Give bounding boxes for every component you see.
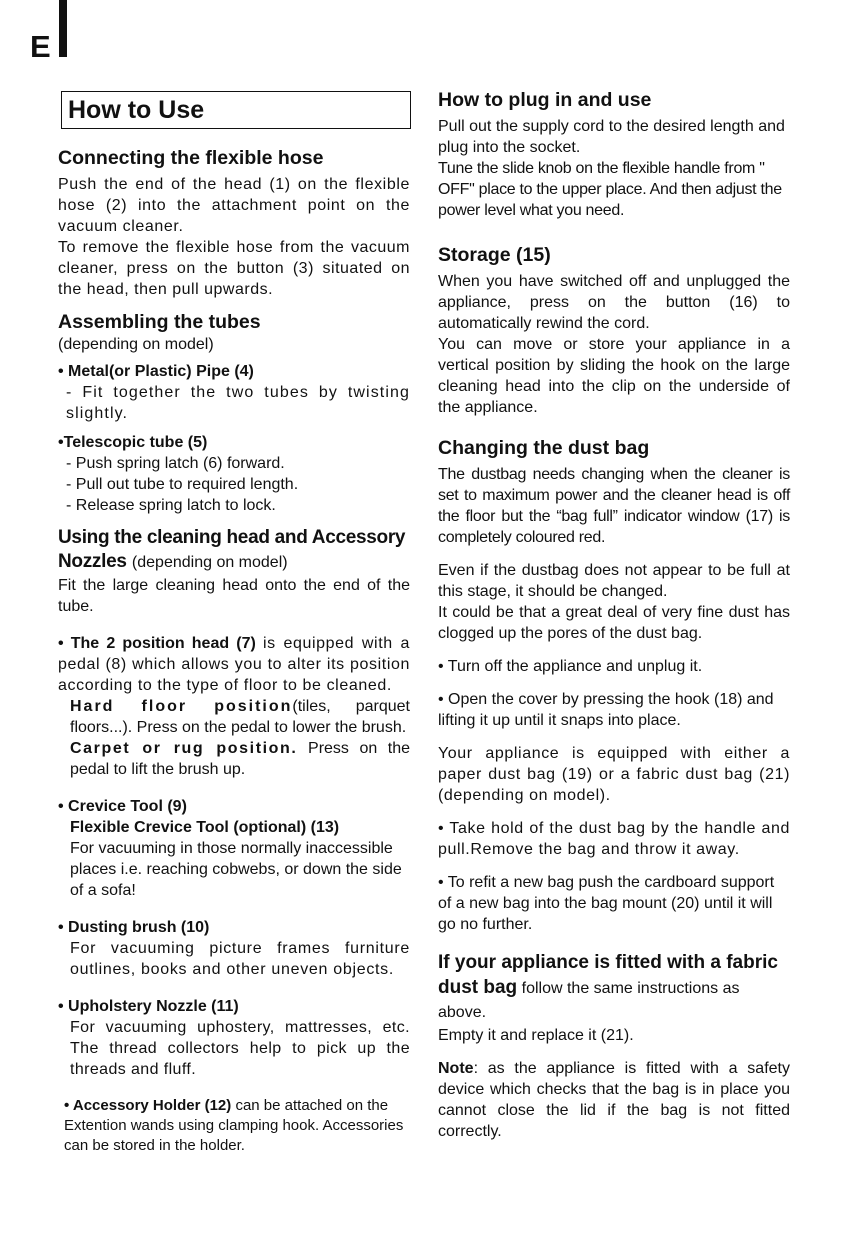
bag-bullet-2: • Open the cover by pressing the hook (18) and lifting it up until it snaps into place. — [438, 691, 774, 729]
upholstery-text: For vacuuming uphostery, mattresses, etc. The thread collectors help to pick up the threads and fluff. — [70, 1019, 410, 1078]
storage-text-2: You can move or store your appliance in a vertical position by sliding the hook on the large cleaning head into the clip on the underside of the appliance. — [438, 336, 790, 416]
bag-text-1: The dustbag needs changing when the cleaner is set to maximum power and the cleaner head is off the floor but the “bag full” indicator window (17) is completely coloured red. — [438, 466, 790, 546]
dusting-brush-text: For vacuuming picture frames furniture outlines, books and other uneven objects. — [70, 940, 410, 978]
hard-floor-text: (tiles, parquet floors...). Press on the pedal to lower the brush. — [70, 698, 410, 736]
storage-text-1: When you have switched off and unplugged the appliance, press on the button (16) to automatically rewind the cord. — [438, 273, 790, 332]
hard-floor-label: Hard floor position — [70, 698, 293, 715]
left-column — [58, 146, 410, 1156]
position-head-label: • The 2 position head (7) — [58, 635, 256, 652]
hose-heading: Connecting the flexible hose — [58, 147, 324, 169]
hard-floor-item — [58, 696, 410, 738]
dusting-brush-label: • Dusting brush (10) — [58, 919, 210, 936]
section-bag — [438, 436, 790, 1142]
note-item — [438, 1058, 790, 1142]
fabric-bag-text: follow the same instructions as above. — [438, 980, 740, 1021]
language-marker: E — [30, 29, 51, 64]
carpet-text: Press on the pedal to lift the brush up. — [70, 740, 410, 778]
page-title: How to Use — [61, 91, 411, 129]
fabric-bag-label: If your appliance is fitted with a fabric dust bag — [438, 952, 778, 998]
plug-heading: How to plug in and use — [438, 89, 652, 111]
bag-text-4: Your appliance is equipped with either a paper dust bag (19) or a fabric dust bag (21) (depending on model). — [438, 745, 790, 804]
accessory-holder-item — [58, 1096, 410, 1156]
bag-text-3: It could be that a great deal of very fine dust has clogged up the pores of the dust bag. — [438, 604, 790, 642]
head-intro: Fit the large cleaning head onto the end of the tube. — [58, 577, 410, 615]
head-heading-suffix: (depending on model) — [131, 554, 288, 571]
metal-pipe-text: - Fit together the two tubes by twisting slightly. — [66, 384, 410, 422]
hose-text-2: To remove the flexible hose from the vacuum cleaner, press on the button (3) situated on the head, then pull upwards. — [58, 239, 410, 298]
crevice-label: • Crevice Tool (9) — [58, 798, 187, 815]
storage-heading: Storage (15) — [438, 244, 551, 266]
bag-bullet-3: • Take hold of the dust bag by the handle and pull.Remove the bag and throw it away. — [438, 820, 790, 858]
tubes-heading: Assembling the tubes — [58, 311, 261, 333]
right-column — [438, 88, 790, 1142]
position-head-text: is equipped with a pedal (8) which allows you to alter its position according to the type of floor to be cleaned. — [58, 635, 410, 694]
note-text: : as the appliance is fitted with a safety device which checks that the bag is in place you cannot close the lid if the bag is not fitted correctly. — [438, 1060, 790, 1140]
telescopic-step-1: - Push spring latch (6) forward. — [66, 455, 285, 472]
section-storage — [438, 243, 790, 418]
fabric-bag-item — [438, 951, 790, 1025]
bag-text-2: Even if the dustbag does not appear to be full at this stage, it should be changed. — [438, 562, 790, 600]
telescopic-step-3: - Release spring latch to lock. — [66, 497, 276, 514]
upholstery-label: • Upholstery Nozzle (11) — [58, 998, 239, 1015]
carpet-item — [58, 738, 410, 780]
flexible-crevice-label: Flexible Crevice Tool (optional) (13) — [70, 819, 340, 836]
head-heading: Using the cleaning head and Accessory Nozzles — [58, 527, 406, 572]
tubes-sub: (depending on model) — [58, 336, 214, 353]
empty-text: Empty it and replace it (21). — [438, 1027, 634, 1044]
hose-text-1: Push the end of the head (1) on the flexible hose (2) into the attachment point on the vacuum cleaner. — [58, 176, 410, 235]
section-tubes — [58, 310, 410, 516]
section-hose — [58, 146, 410, 300]
note-label: Note — [438, 1060, 474, 1077]
section-plug — [438, 88, 790, 221]
plug-text-2: Tune the slide knob on the flexible handle from " OFF" place to the upper place. And then adjust the power level what you need. — [438, 160, 782, 219]
telescopic-label: •Telescopic tube (5) — [58, 434, 208, 451]
position-head-item — [58, 633, 410, 696]
carpet-label: Carpet or rug position. — [70, 740, 298, 757]
accessory-holder-text: can be attached on the Extention wands using clamping hook. Accessories can be stored in the holder. — [64, 1097, 404, 1154]
plug-text-1: Pull out the supply cord to the desired length and plug into the socket. — [438, 118, 785, 156]
bag-bullet-4: • To refit a new bag push the cardboard support of a new bag into the bag mount (20) until it will go no further. — [438, 874, 775, 933]
bag-heading: Changing the dust bag — [438, 437, 650, 459]
bag-bullet-1: • Turn off the appliance and unplug it. — [438, 658, 703, 675]
crevice-text: For vacuuming in those normally inaccessible places i.e. reaching cobwebs, or down the side of a sofa! — [70, 840, 402, 899]
telescopic-step-2: - Pull out tube to required length. — [66, 476, 299, 493]
metal-pipe-label: • Metal(or Plastic) Pipe (4) — [58, 363, 254, 380]
language-tab-bar — [59, 0, 67, 57]
section-head — [58, 526, 410, 1156]
accessory-holder-label: • Accessory Holder (12) — [64, 1097, 232, 1114]
